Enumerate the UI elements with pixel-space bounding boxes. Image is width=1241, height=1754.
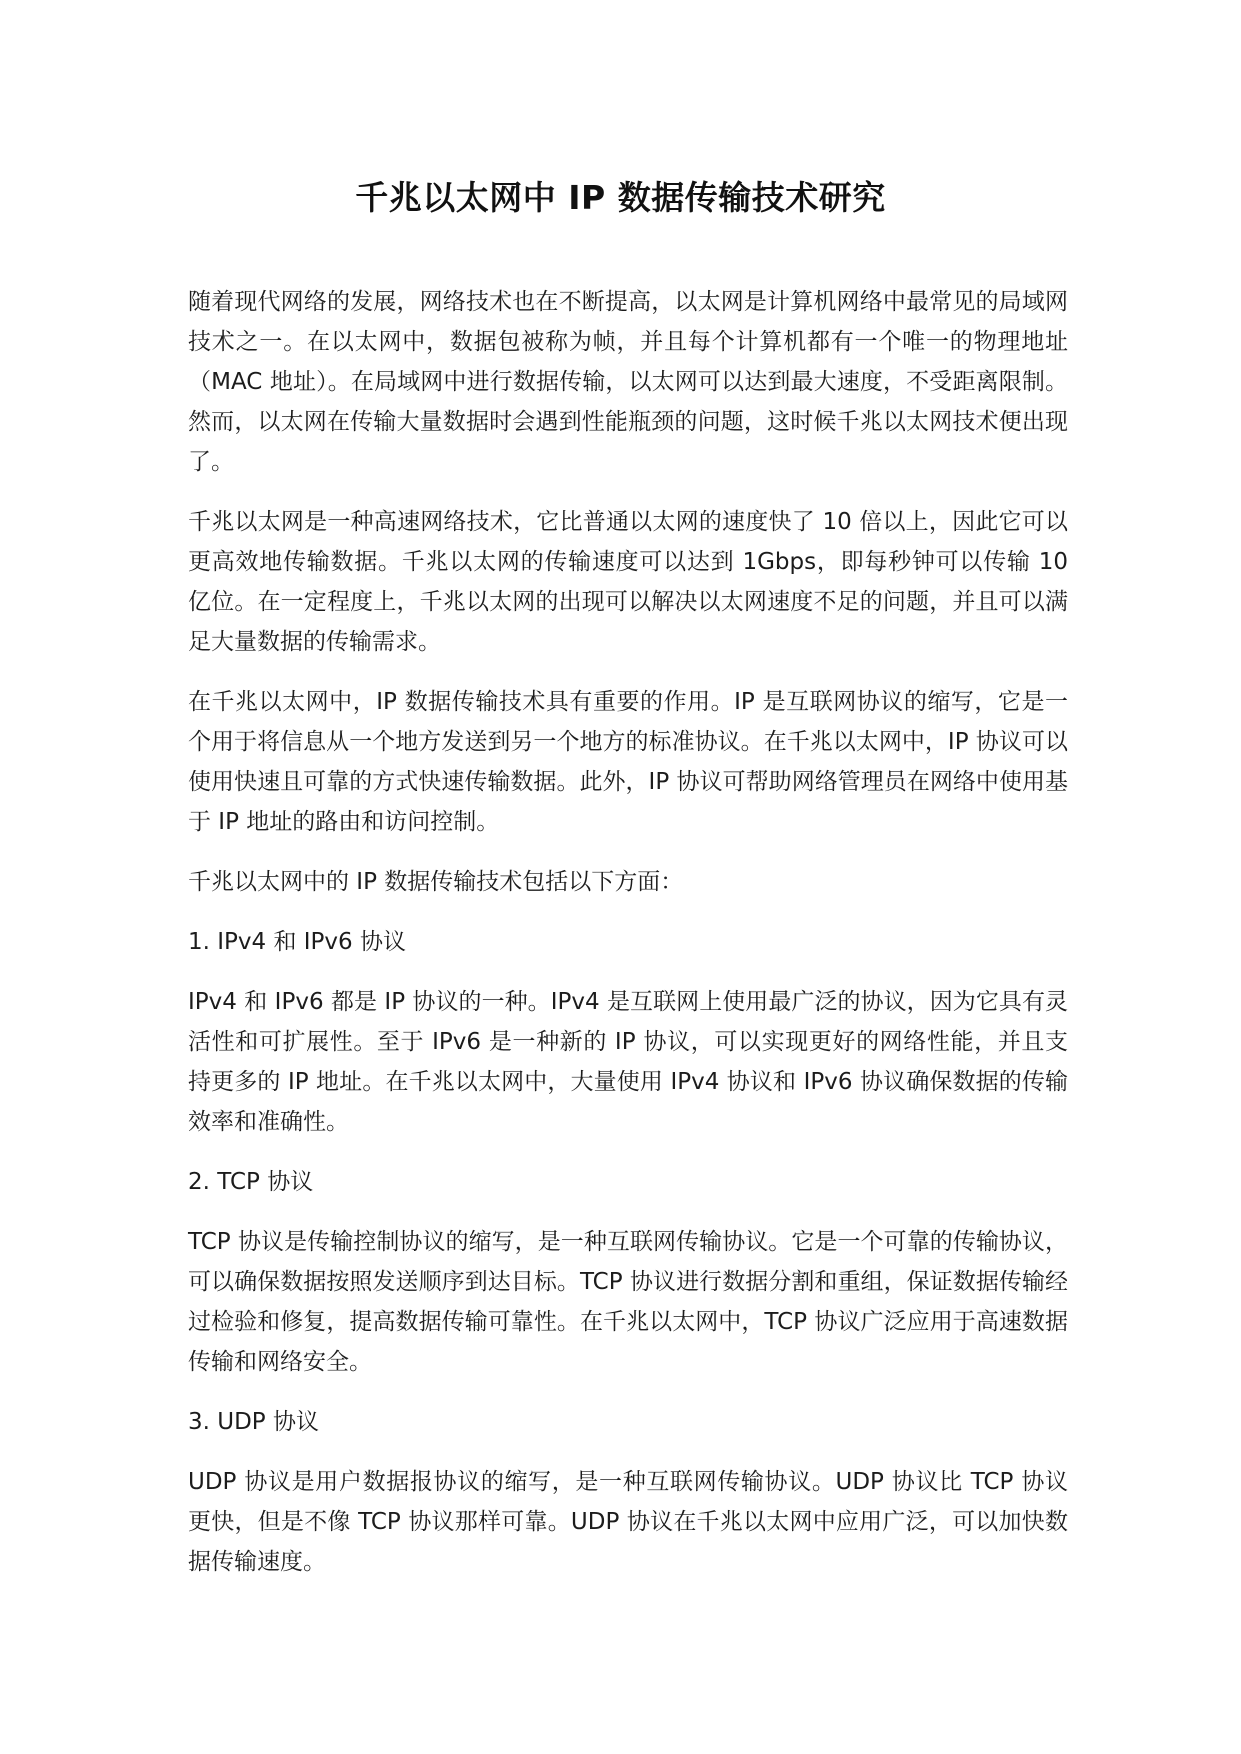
section-text-ipv4-ipv6: IPv4 和 IPv6 都是 IP 协议的一种。IPv4 是互联网上使用最广泛的协议，因为它具有灵活性和可扩展性。至于 IPv6 是一种新的 IP 协议，可以实现更好的网络性能，并且支持更多的 IP 地址。在千兆以太网中，大量使用 IPv4 协议和 IPv6 协议确保数据的传输效率和准确性。 [188, 989, 1068, 1135]
intro-paragraph-1: 随着现代网络的发展，网络技术也在不断提高，以太网是计算机网络中最常见的局域网技术之一。在以太网中，数据包被称为帧，并且每个计算机都有一个唯一的物理地址（MAC 地址）。在局域网中进行数据传输，以太网可以达到最大速度，不受距离限制。然而，以太网在传输大量数据时会遇到性能瓶颈的问题，这时候千兆以太网技术便出现了。 [188, 289, 1068, 475]
section-heading-udp: 3. UDP 协议 [188, 1409, 319, 1435]
intro-paragraph-4: 千兆以太网中的 IP 数据传输技术包括以下方面： [188, 869, 684, 895]
section-text-udp: UDP 协议是用户数据报协议的缩写，是一种互联网传输协议。UDP 协议比 TCP 协议更快，但是不像 TCP 协议那样可靠。UDP 协议在千兆以太网中应用广泛，可以加快数据传输速度。 [188, 1469, 1068, 1575]
intro-paragraph-2: 千兆以太网是一种高速网络技术，它比普通以太网的速度快了 10 倍以上，因此它可以更高效地传输数据。千兆以太网的传输速度可以达到 1Gbps，即每秒钟可以传输 10 亿位。在一定程度上，千兆以太网的出现可以解决以太网速度不足的问题，并且可以满足大量数据的传输需求。 [188, 509, 1068, 655]
document-title: 千兆以太网中 IP 数据传输技术研究 [355, 178, 886, 217]
section-heading-tcp: 2. TCP 协议 [188, 1169, 314, 1195]
section-heading-ipv4-ipv6: 1. IPv4 和 IPv6 协议 [188, 929, 406, 955]
document-body [188, 282, 1068, 1602]
section-text-tcp: TCP 协议是传输控制协议的缩写，是一种互联网传输协议。它是一个可靠的传输协议，可以确保数据按照发送顺序到达目标。TCP 协议进行数据分割和重组，保证数据传输经过检验和修复，提高数据传输可靠性。在千兆以太网中，TCP 协议广泛应用于高速数据传输和网络安全。 [188, 1229, 1068, 1375]
intro-paragraph-3: 在千兆以太网中，IP 数据传输技术具有重要的作用。IP 是互联网协议的缩写，它是一个用于将信息从一个地方发送到另一个地方的标准协议。在千兆以太网中，IP 协议可以使用快速且可靠的方式快速传输数据。此外，IP 协议可帮助网络管理员在网络中使用基于 IP 地址的路由和访问控制。 [188, 689, 1068, 835]
